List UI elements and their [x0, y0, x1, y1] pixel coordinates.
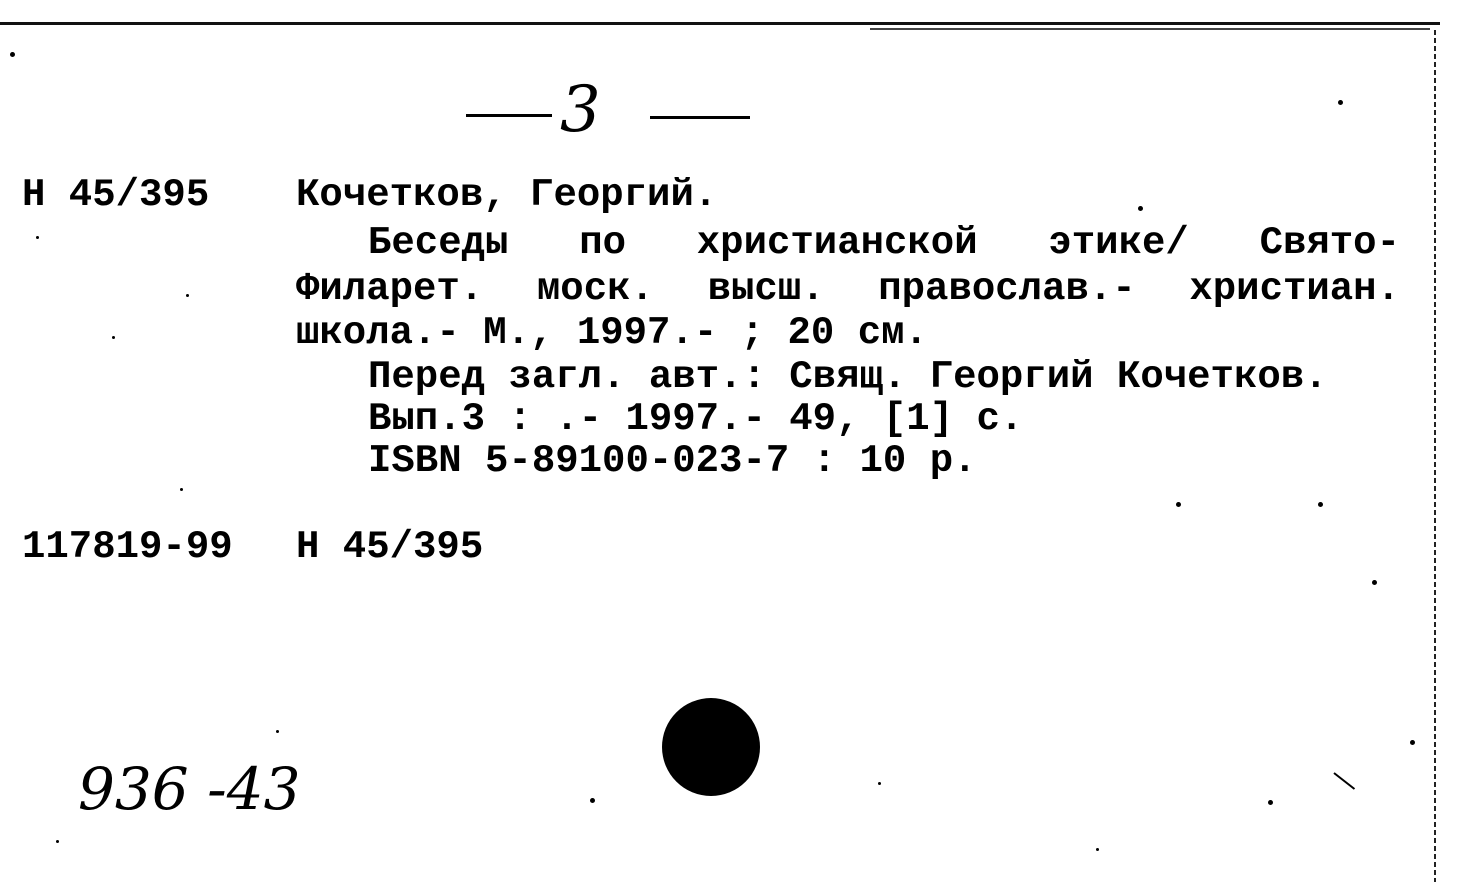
accession-number: 117819-99 [22, 525, 233, 569]
scan-speck [878, 782, 881, 785]
scan-speck [186, 294, 189, 297]
title-line-2: Филарет. моск. высш. православ.- христиан. [296, 267, 1400, 311]
scan-speck [1268, 800, 1273, 805]
title-line-1: Беседы по христианской этике/ Свято- [368, 221, 1400, 265]
scan-speck [10, 52, 15, 57]
scan-speck [1138, 206, 1143, 211]
isbn-line: ISBN 5-89100-023-7 : 10 р. [368, 439, 977, 483]
scan-speck [1372, 580, 1377, 585]
scan-scratch [1333, 772, 1355, 790]
scan-speck [1338, 100, 1343, 105]
accession-call-number: Н 45/395 [296, 525, 484, 569]
volume-note: Вып.3 : .- 1997.- 49, [1] с. [368, 397, 1024, 441]
scan-speck [1096, 848, 1099, 851]
card-top-edge-shadow [870, 28, 1430, 30]
scan-speck [590, 798, 595, 803]
scan-speck [56, 840, 59, 843]
author-note: Перед загл. авт.: Свящ. Георгий Кочетков. [368, 355, 1328, 399]
scan-speck [1176, 502, 1181, 507]
page-number: 3 [560, 73, 601, 147]
scan-speck [1410, 740, 1415, 745]
scan-speck [276, 730, 279, 733]
scan-speck [1318, 502, 1323, 507]
scan-speck [180, 488, 183, 491]
scan-speck [112, 336, 115, 339]
page-number-right-dash [650, 116, 750, 119]
call-number: Н 45/395 [22, 173, 210, 217]
handwritten-code: 936 -43 [78, 755, 301, 823]
punch-hole [662, 698, 760, 796]
page-number-left-dash [466, 114, 552, 117]
scan-speck [36, 236, 39, 239]
author-heading: Кочетков, Георгий. [296, 173, 718, 217]
card-top-edge [0, 22, 1440, 25]
title-line-3: школа.- М., 1997.- ; 20 см. [296, 311, 928, 355]
card-right-edge [1434, 30, 1436, 882]
